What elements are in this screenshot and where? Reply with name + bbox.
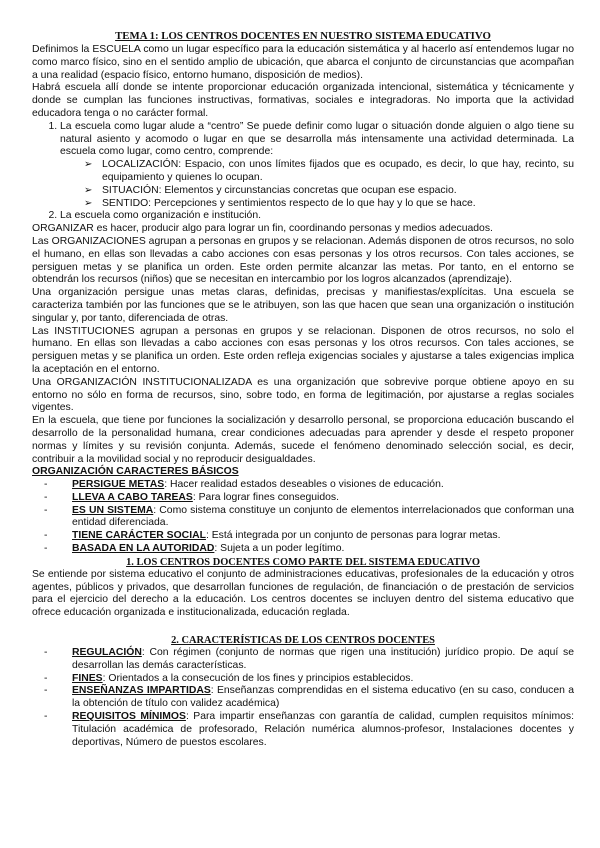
list-item-organizacion-institucion: 2. La escuela como organización e institución.: [60, 210, 574, 223]
document-title: TEMA 1: LOS CENTROS DOCENTES EN NUESTRO SISTEMA EDUCATIVO: [115, 30, 491, 42]
arrow-item-situacion: ➢ SITUACIÓN: Elementos y circunstancias concretas que ocupan ese espacio.: [84, 185, 574, 198]
paragraph-instituciones: Las INSTITUCIONES agrupan a personas en grupos y se relacionan. Disponen de otros recursos, no solo el humano. En ellas son llevadas a cabo acciones con esas personas y los otros recursos. Con tales acciones, se persiguen metas y se planifica un orden. Este orden refleja exigencias sociales y ajustarse a tales exigencias implica la aceptación en el entorno.: [32, 325, 574, 375]
item-label: LLEVA A CABO TAREAS: [72, 491, 193, 503]
intro-paragraph-habra-escuela: Habrá escuela allí donde se intente proporcionar educación organizada intencional, sistemática y técnicamente y donde se cumplan las funciones instructivas, formativas, sociales e integradoras. No importa que la actividad educadora tenga o no carácter formal.: [32, 82, 574, 119]
item-label: PERSIGUE METAS: [72, 479, 165, 491]
list-item: [58, 543, 574, 556]
item-text: : Con régimen (conjunto de normas que rigen una institución) jurídico propio. De aquí se desarrollan las demás características.: [72, 647, 574, 671]
paragraph-organizacion: Una organización persigue unas metas claras, definidas, precisas y manifiestas/explícitas. Una escuela se caracteriza también por las funciones que se le atribuyen, son las que hacen que sean una organización o institución singular y, por tanto, diferenciada de otras.: [32, 287, 574, 324]
caracteres-list: [32, 479, 574, 556]
document-page: [32, 30, 574, 749]
caracteristicas-list: [32, 647, 574, 749]
intro-paragraph-escuela: Definimos la ESCUELA como un lugar específico para la educación sistemática y al hacerlo así entendemos lugar no como marco físico, sino en el sentido amplio de ubicación, que abarca el conjunto de circunstancias que acompañan a una realidad (espacio físico, entorno humano, disposición de medios).: [32, 44, 574, 81]
item-label: REQUISITOS MÍNIMOS: [72, 711, 186, 723]
item-label: REGULACIÓN: [72, 647, 142, 659]
item-label: FINES: [72, 672, 103, 684]
paragraph-organizaciones: Las ORGANIZACIONES agrupan a personas en grupos y se relacionan. Además disponen de otros recursos, no solo el humano, en ellas son llevadas a cabo acciones con esas personas y los otros recursos. Con tales acciones, se persiguen metas y se planifica un orden. Este orden permite alcanzar las metas. Por tanto, en el entorno se obtendrán los recursos (niños) que se necesitan en intercambio por los logros alcanzados (aprendizaje).: [32, 235, 574, 286]
caracteres-heading: ORGANIZACIÓN CARACTERES BÁSICOS: [32, 466, 239, 478]
paragraph-organizacion-institucionalizada: Una ORGANIZACIÓN INSTITUCIONALIZADA es una organización que sobrevive porque obtiene apoyo en su entorno no sólo en forma de recursos, sino, sobre todo, en forma de legitimación, por ajustarse a reglas sociales vigentes.: [32, 376, 574, 414]
list-item: [58, 505, 574, 531]
section-2-title: 2. CARACTERÍSTICAS DE LOS CENTROS DOCENTES: [171, 635, 435, 647]
list-item-escuela-como-lugar: [60, 121, 574, 211]
item-text: : Orientados a la consecución de los fines y principios establecidos.: [102, 672, 414, 684]
item-text: : Enseñanzas comprendidas en el sistema educativo (en su caso, conducen a la obtención de título con validez académica): [72, 685, 574, 710]
item-text: La escuela como lugar alude a “centro” Se puede definir como lugar o situación donde alguien o algo tiene su natural asiento y acomodo o lugar en que se desarrolla más intensamente una actividad determinada. La escuela como lugar, como centro, comprende:: [60, 120, 574, 158]
paragraph-escuela-funciones: En la escuela, que tiene por funciones la socialización y desarrollo personal, se proporciona educación buscando el desarrollo de la personalidad humana, crear condiciones adecuadas para aprender y desde el respeto proponer normas y límites y su revisión conjunta. Además, sucede el fenómeno denominado selección social, es decir, contribuir a la movilidad social y no reproducir desigualdades.: [32, 415, 574, 465]
item-label: ENSEÑANZAS IMPARTIDAS: [72, 685, 211, 697]
numbered-list: [32, 121, 574, 223]
list-item: [58, 685, 574, 711]
list-item: [58, 711, 574, 749]
item-label: ES UN SISTEMA: [72, 504, 154, 516]
arrow-item-localizacion: ➢ LOCALIZACIÓN: Espacio, con unos límites fijados que es ocupado, es decir, lo que hay, recinto, su equipamiento y quienes lo ocupan.: [84, 159, 574, 185]
list-item: [58, 492, 574, 505]
item-label: TIENE CARÁCTER SOCIAL: [72, 530, 206, 542]
paragraph-organizar: ORGANIZAR es hacer, producir algo para lograr un fin, coordinando personas y medios adecuados.: [32, 223, 493, 235]
section-1-title: 1. LOS CENTROS DOCENTES COMO PARTE DEL SISTEMA EDUCATIVO: [126, 556, 480, 568]
item-text: : Sujeta a un poder legítimo.: [214, 543, 345, 555]
list-item: [58, 479, 574, 492]
item-text: : Como sistema constituye un conjunto de elementos interrelacionados que conforman una entidad diferenciada.: [72, 504, 574, 529]
arrow-list: [60, 159, 574, 210]
item-text: : Está integrada por un conjunto de personas para lograr metas.: [205, 530, 501, 542]
item-text: : Para impartir enseñanzas con garantía de calidad, cumplen requisitos mínimos: Titulación académica de profesorado, Relación numérica alumnos-profesor, Instalaciones docentes y deportivas, Número de puestos escolares.: [72, 711, 574, 748]
item-text: : Hacer realidad estados deseables o visiones de educación.: [164, 479, 444, 491]
item-text: : Para lograr fines conseguidos.: [192, 491, 339, 503]
arrow-item-sentido: ➢ SENTIDO: Percepciones y sentimientos respecto de lo que hay y lo que se hace.: [84, 198, 574, 211]
item-label: BASADA EN LA AUTORIDAD: [72, 543, 215, 555]
list-item: [58, 673, 574, 686]
list-item: [58, 530, 574, 543]
list-item: [58, 647, 574, 673]
section-1-paragraph: Se entiende por sistema educativo el conjunto de administraciones educativas, profesionales de la educación y otros agentes, públicos y privados, que desarrollan funciones de regulación, de financiación o de prestación de servicios para el ejercicio del derecho a la educación. Los centros docentes se incluyen dentro del sistema educativo que ofrece educación organizada e institucionalizada, educación reglada.: [32, 568, 574, 619]
